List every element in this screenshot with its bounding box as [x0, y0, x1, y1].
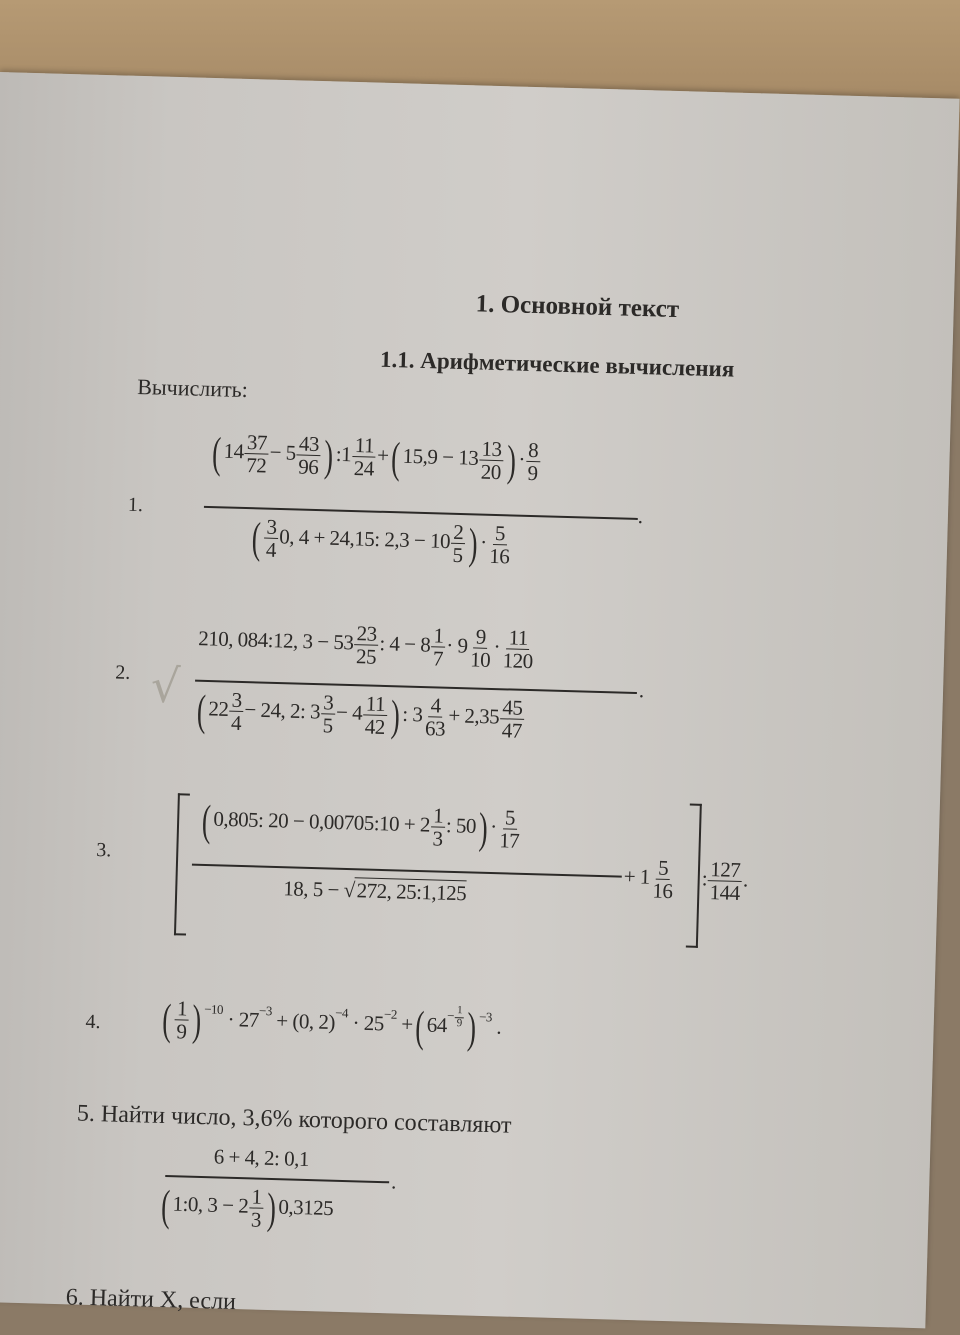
p1-term: − 5 — [269, 440, 297, 465]
p4-exponent: −2 — [383, 1006, 398, 1022]
p3-frac-num: 5 — [503, 806, 518, 829]
problem-5-statement: 5. Найти число, 3,6% которого составляют — [76, 1100, 512, 1139]
p4-frac-den: 9 — [176, 1019, 187, 1044]
p5-frac-num: 1 — [249, 1185, 264, 1208]
problem-4-end: . — [496, 1014, 502, 1039]
p5-term: 1:0, 3 − 2 — [172, 1191, 249, 1218]
p4-term: · 27 — [227, 1007, 260, 1032]
p1-frac-num: 13 — [479, 438, 504, 462]
p1-frac-den: 72 — [245, 453, 267, 478]
p2-frac-den: 7 — [432, 646, 444, 671]
p1-frac-num: 8 — [526, 439, 541, 462]
problem-3-end: . — [742, 867, 749, 892]
problem-1-end: . — [637, 503, 643, 529]
p1-frac-den: 20 — [480, 459, 502, 485]
checkmark-icon: √ — [150, 658, 181, 714]
p2-frac-num: 1 — [431, 624, 446, 647]
problem-4-number: 4. — [85, 1010, 101, 1034]
p2-term: 22 — [208, 696, 229, 721]
problem-3-number: 3. — [96, 838, 112, 862]
problem-1-numerator: (14 $\frac{37}{72}$ − 5 $\frac{43}{96}$ ):1 $\frac{11}{24}$ +(15,9 − 13 $\frac{13}{20}$ )· $\frac{8}{9}$ — [211, 427, 539, 486]
p4-exponent: −10 — [204, 1001, 224, 1017]
p4-exp-frac-num: 1 — [455, 1005, 464, 1018]
p2-frac-num: 45 — [500, 696, 525, 720]
p4-term: · 25 — [352, 1010, 385, 1036]
problem-5-fraction-bar — [165, 1175, 389, 1183]
p2-frac-num: 11 — [506, 626, 530, 650]
p1-frac-num: 11 — [353, 434, 377, 458]
p2-frac-den: 4 — [230, 710, 242, 736]
problem-3-fraction-bar — [192, 864, 622, 878]
p1-frac-den: 5 — [452, 542, 463, 568]
problem-2-number: 2. — [114, 661, 131, 684]
left-bracket — [174, 793, 190, 935]
p2-frac-den: 5 — [322, 713, 334, 738]
p5-frac-den: 3 — [250, 1207, 262, 1232]
p2-frac-den: 10 — [469, 647, 491, 672]
p2-term: 210, 084:12, 3 − 53 — [197, 626, 354, 655]
p2-frac-num: 3 — [321, 691, 336, 714]
p3-frac-num: 5 — [656, 857, 671, 880]
p1-term: 15,9 − 13 — [402, 443, 479, 470]
p1-frac-den: 16 — [488, 543, 510, 569]
p1-frac-den: 9 — [527, 460, 538, 486]
p5-term: 0,3125 — [278, 1194, 334, 1221]
p2-term: : 3 — [401, 701, 423, 727]
p2-frac-num: 4 — [428, 694, 443, 717]
textbook-page — [0, 72, 960, 1328]
p4-exp-frac-den: 9 — [456, 1017, 462, 1030]
p3-frac-den: 144 — [709, 880, 741, 906]
right-bracket — [686, 804, 702, 948]
p1-frac-num: 37 — [245, 431, 270, 455]
p2-term: + 2,35 — [448, 703, 500, 729]
problem-3-mixed — [623, 856, 676, 903]
p3-frac-den: 17 — [498, 828, 520, 853]
p2-term: : 4 − 8 — [379, 631, 431, 657]
p3-term: 18, 5 − — [282, 876, 340, 902]
p1-term: 14 — [223, 438, 244, 464]
problem-1-number: 1. — [127, 493, 144, 517]
p4-frac-num: 1 — [175, 997, 190, 1020]
problem-6-statement: 6. Найти X, если — [65, 1284, 237, 1316]
subsection-title: 1.1. Арифметические вычисления — [379, 346, 735, 382]
p3-sqrt-content: 272, 25:1,125 — [356, 878, 467, 906]
problem-3-denominator: 18, 5 − √272, 25:1,125 — [282, 876, 467, 906]
p4-exponent: −4 — [335, 1005, 349, 1021]
p1-term: 0, 4 + 24,15: 2,3 − 10 — [278, 524, 451, 554]
p4-term: + — [401, 1011, 414, 1037]
p2-frac-num: 23 — [354, 622, 379, 646]
p2-frac-den: 120 — [502, 648, 533, 674]
p2-frac-num: 3 — [229, 689, 244, 712]
p4-term: 64 — [426, 1012, 448, 1038]
problem-1-denominator: ( $\frac{3}{4}$ 0, 4 + 24,15: 2,3 − 10 $\frac{2}{5}$ )· $\frac{5}{16}$ — [251, 512, 510, 569]
section-title: 1. Основной текст — [475, 290, 680, 324]
p2-frac-den: 63 — [424, 716, 446, 741]
p4-exponent: −3 — [478, 1009, 493, 1025]
problem-5-end: . — [390, 1169, 397, 1194]
p2-term: − 4 — [335, 699, 363, 725]
p1-frac-num: 5 — [493, 522, 508, 545]
p2-frac-den: 42 — [364, 714, 386, 740]
problem-5-numerator: 6 + 4, 2: 0,1 — [213, 1144, 310, 1172]
p2-frac-num: 9 — [473, 625, 488, 648]
p1-frac-num: 3 — [264, 516, 279, 539]
p3-term: 0,805: 20 − 0,00705:10 + 2 — [213, 806, 431, 837]
p1-term: + — [376, 443, 389, 468]
p2-term: · 9 — [445, 633, 468, 658]
problem-3-right-fraction — [701, 858, 748, 904]
p1-frac-num: 43 — [297, 432, 322, 456]
p3-frac-num: 1 — [431, 804, 446, 827]
p1-frac-den: 96 — [298, 454, 319, 480]
p3-frac-den: 3 — [432, 826, 443, 851]
p2-frac-den: 25 — [355, 644, 377, 669]
p1-frac-den: 24 — [353, 456, 375, 481]
problem-5-denominator: (1:0, 3 − 2 $\frac{1}{3}$ )0,3125 — [160, 1180, 334, 1233]
instruction-text: Вычислить: — [136, 373, 249, 403]
p2-frac-num: 11 — [363, 692, 387, 716]
p1-frac-num: 2 — [451, 521, 466, 544]
problem-4-expression: ( $\frac{1}{9}$ ) $^{-10} \cdot 27^{-3} + (0$, $2)^{-4} \cdot 25^{-2} +(64^{- \frac{1}{9}}$ ) $^{-3}$ . — [161, 994, 502, 1053]
p4-exponent: −3 — [258, 1002, 273, 1019]
p3-term: + 1 — [623, 864, 651, 889]
problem-2-end: . — [638, 678, 645, 703]
p3-frac-num: 127 — [708, 858, 743, 882]
p2-frac-den: 47 — [501, 718, 523, 743]
p3-frac-den: 16 — [652, 878, 673, 904]
p4-exponent-sign: − — [446, 1008, 455, 1024]
problem-2-denominator: (22 $\frac{3}{4}$ − 24, 2: 3 $\frac{3}{5}$ − 4 $\frac{11}{42}$ ): 3 $\frac{4}{63}$ + 2,35 $\frac{45}{47}$ — [196, 685, 523, 743]
problem-3-numerator: (0,805: 20 − 0,00705:10 + 2 $\frac{1}{3}$ : 50)· $\frac{5}{17}$ — [201, 795, 520, 853]
p1-term: :1 — [335, 441, 352, 467]
p1-frac-den: 4 — [265, 537, 277, 562]
p3-term: : — [701, 866, 708, 891]
p3-term: : 50 — [445, 813, 477, 838]
problem-2-numerator: 210, 084:12, 3 − 53 $\frac{23}{25}$ : 4 − 8 $\frac{1}{7}$ · 9 $\frac{9}{10}$ · $\frac{11}{120}$ — [197, 621, 533, 674]
p4-term: + (0, 2) — [276, 1008, 336, 1035]
p2-term: − 24, 2: 3 — [244, 697, 321, 724]
